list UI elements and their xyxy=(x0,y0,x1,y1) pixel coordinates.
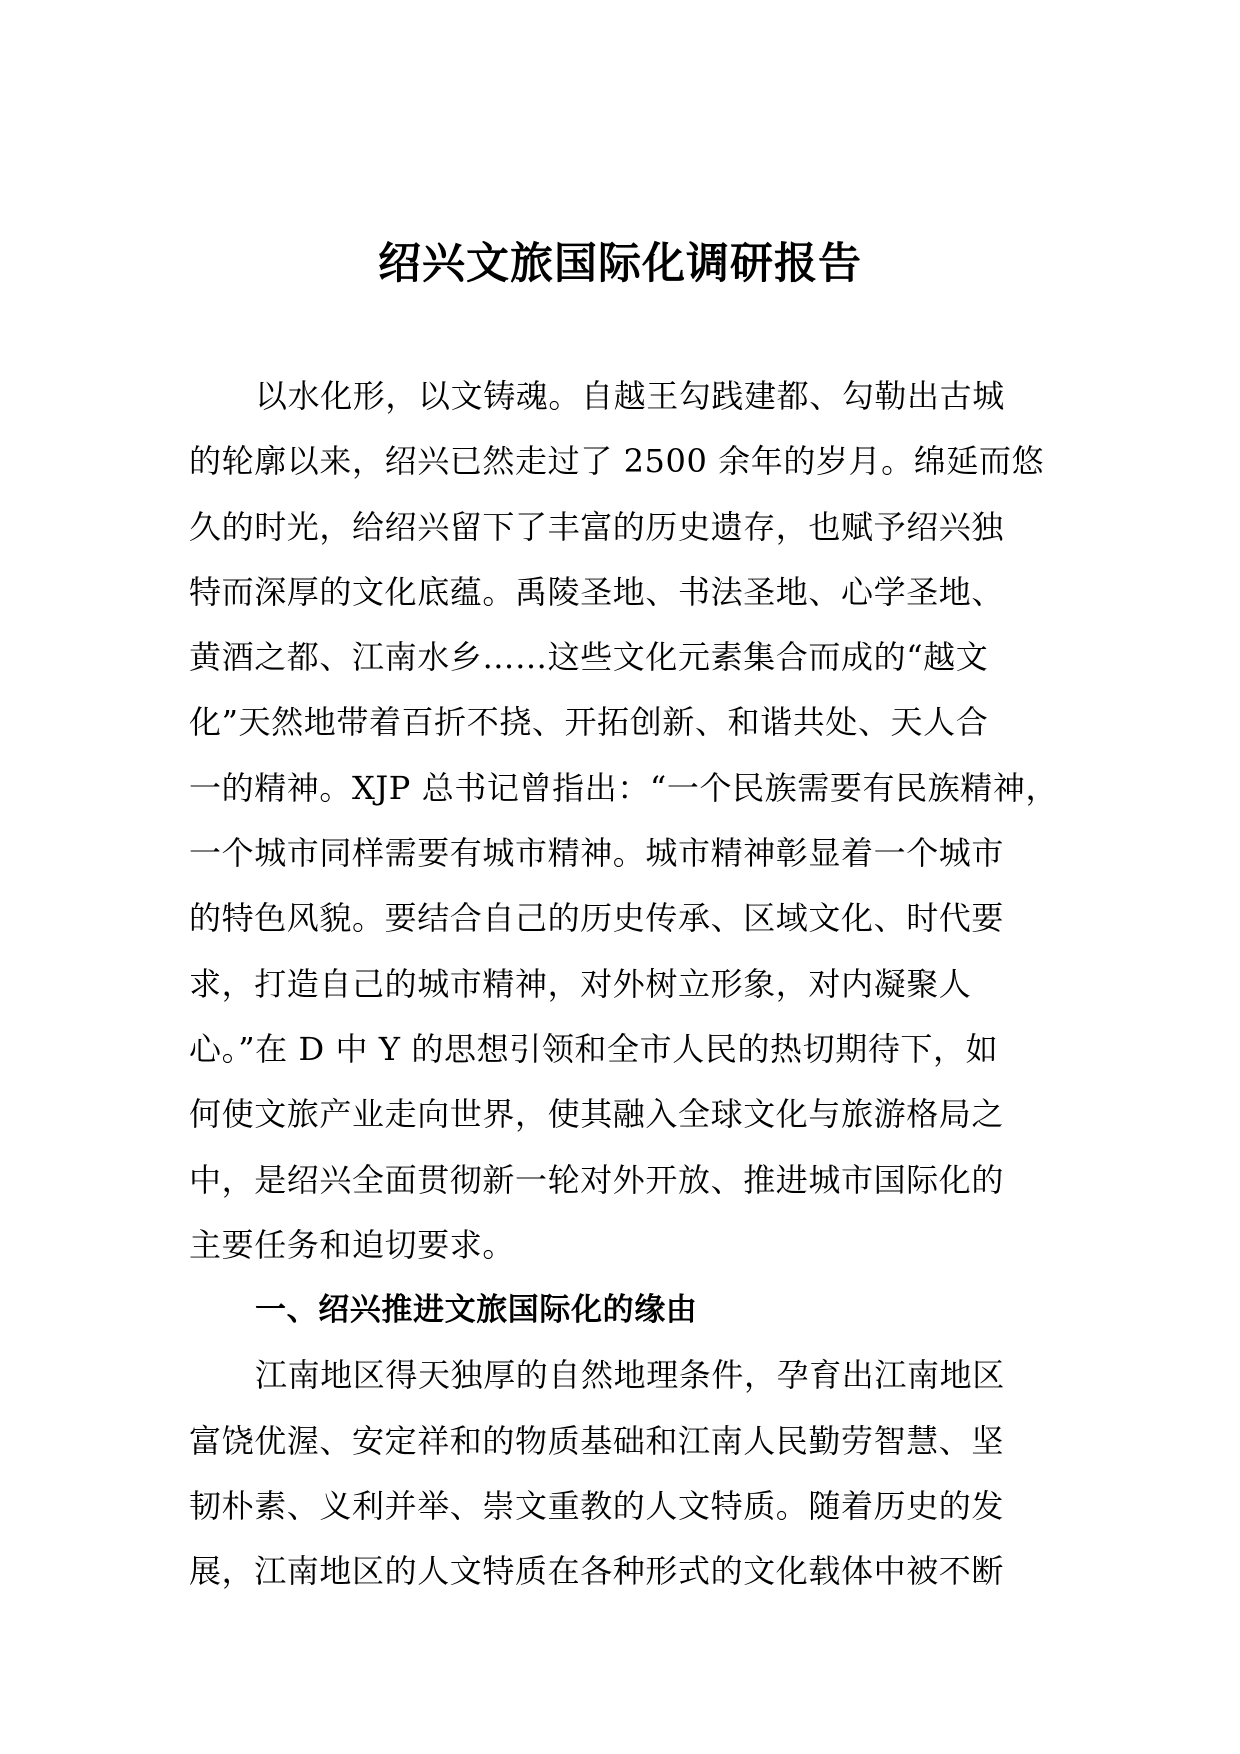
paragraph-line: 一的精神。XJP 总书记曾指出：“一个民族需要有民族精神， xyxy=(189,768,1059,807)
paragraph-line: 化”天然地带着百折不挠、开拓创新、和谐共处、天人合 xyxy=(189,703,989,742)
paragraph-line: 富饶优渥、安定祥和的物质基础和江南人民勤劳智慧、坚 xyxy=(189,1421,1005,1460)
paragraph-line: 的轮廓以来，绍兴已然走过了 2500 余年的岁月。绵延而悠 xyxy=(189,442,1045,481)
document-body xyxy=(189,364,1069,1605)
paragraph-line: 黄酒之都、江南水乡……这些文化元素集合而成的“越文 xyxy=(189,638,989,677)
paragraph-line: 展，江南地区的人文特质在各种形式的文化载体中被不断 xyxy=(189,1552,1005,1591)
paragraph-line: 久的时光，给绍兴留下了丰富的历史遗存，也赋予绍兴独 xyxy=(189,507,1005,546)
paragraph-line: 中，是绍兴全面贯彻新一轮对外开放、推进城市国际化的 xyxy=(189,1160,1005,1199)
paragraph-line: 韧朴素、义利并举、崇文重教的人文特质。随着历史的发 xyxy=(189,1487,1005,1526)
paragraph-line: 心。”在 D 中 Y 的思想引领和全市人民的热切期待下，如 xyxy=(189,1029,999,1068)
paragraph-line: 特而深厚的文化底蕴。禹陵圣地、书法圣地、心学圣地、 xyxy=(189,572,1005,611)
paragraph-line: 主要任务和迫切要求。 xyxy=(189,1225,516,1264)
paragraph-line: 江南地区得天独厚的自然地理条件，孕育出江南地区 xyxy=(255,1356,1005,1395)
section-heading: 一、绍兴推进文旅国际化的缘由 xyxy=(255,1292,698,1329)
document-title: 绍兴文旅国际化调研报告 xyxy=(378,239,862,289)
paragraph-line: 一个城市同样需要有城市精神。城市精神彰显着一个城市 xyxy=(189,834,1005,873)
paragraph-line: 的特色风貌。要结合自己的历史传承、区域文化、时代要 xyxy=(189,899,1005,938)
paragraph-line: 求，打造自己的城市精神，对外树立形象，对内凝聚人 xyxy=(189,964,972,1003)
paragraph-line: 以水化形，以文铸魂。自越王勾践建都、勾勒出古城 xyxy=(255,377,1005,415)
paragraph-line: 何使文旅产业走向世界，使其融入全球文化与旅游格局之 xyxy=(189,1095,1005,1134)
